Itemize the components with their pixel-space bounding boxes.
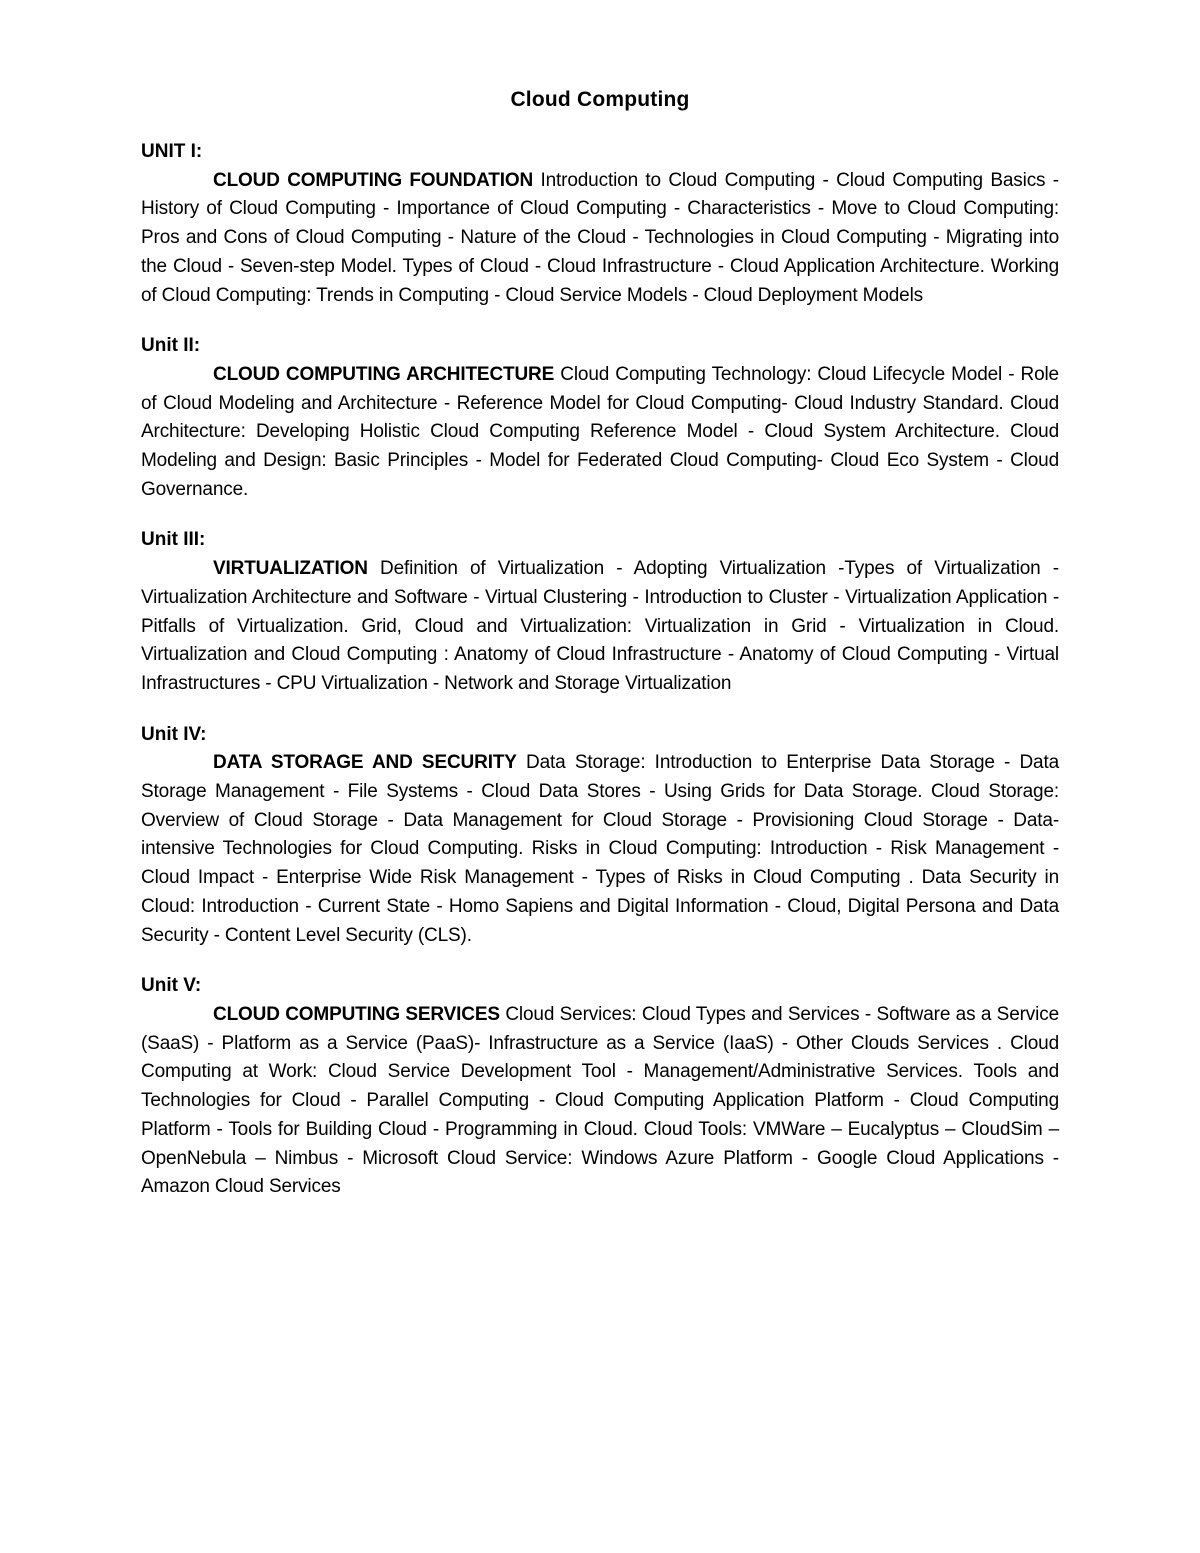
unit-1-body (141, 167, 1059, 311)
unit-3-heading: Unit III: (141, 529, 206, 551)
unit-4-section (141, 721, 1059, 951)
unit-4-text: Data Storage: Introduction to Enterprise Data Storage - Data Storage Management - File Systems - Cloud Data Stores - Using Grids for Data Storage. Cloud Storage: Overview of Cloud Storage - Data Management for Cloud Storage - Provisioning Cloud Storage - Data-intensive Technologies for Cloud Computing. Risks in Cloud Computing: Introduction - Risk Management - Cloud Impact - Enterprise Wide Risk Management - Types of Risks in Cloud Computing . Data Security in Cloud: Introduction - Current State - Homo Sapiens and Digital Information - Cloud, Digital Persona and Data Security - Content Level Security (CLS). (141, 752, 1059, 946)
unit-5-heading: Unit V: (141, 975, 202, 997)
unit-3-body (141, 555, 1059, 699)
unit-5-body (141, 1001, 1059, 1202)
unit-5-topic: CLOUD COMPUTING SERVICES (213, 1003, 500, 1025)
unit-4-heading: Unit IV: (141, 723, 207, 745)
unit-1-topic: CLOUD COMPUTING FOUNDATION (213, 169, 534, 191)
unit-1-text: Introduction to Cloud Computing - Cloud Computing Basics - History of Cloud Computing - Importance of Cloud Computing - Characteristics - Move to Cloud Computing: Pros and Cons of Cloud Computing - Nature of the Cloud - Technologies in Cloud Computing - Migrating into the Cloud - Seven-step Model. Types of Cloud - Cloud Infrastructure - Cloud Application Architecture. Working of Cloud Computing: Trends in Computing - Cloud Service Models - Cloud Deployment Models (141, 169, 1059, 306)
unit-3-section (141, 526, 1059, 698)
unit-3-text: Definition of Virtualization - Adopting Virtualization -Types of Virtualization - Virtualization Architecture and Software - Virtual Clustering - Introduction to Cluster - Virtualization Application - Pitfalls of Virtualization. Grid, Cloud and Virtualization: Virtualization in Grid - Virtualization in Cloud. Virtualization and Cloud Computing : Anatomy of Cloud Infrastructure - Anatomy of Cloud Computing - Virtual Infrastructures - CPU Virtualization - Network and Storage Virtualization (141, 558, 1059, 694)
unit-1-section (141, 138, 1059, 310)
document-page (141, 86, 1059, 1224)
unit-2-body (141, 361, 1059, 505)
unit-4-body (141, 749, 1059, 950)
unit-2-topic: CLOUD COMPUTING ARCHITECTURE (213, 363, 555, 385)
unit-5-text: Cloud Services: Cloud Types and Services - Software as a Service (SaaS) - Platform as a Service (PaaS)- Infrastructure as a Service (IaaS) - Other Clouds Services . Cloud Computing at Work: Cloud Service Development Tool - Management/Administrative Services. Tools and Technologies for Cloud - Parallel Computing - Cloud Computing Application Platform - Cloud Computing Platform - Tools for Building Cloud - Programming in Cloud. Cloud Tools: VMWare – Eucalyptus – CloudSim – OpenNebula – Nimbus - Microsoft Cloud Service: Windows Azure Platform - Google Cloud Applications - Amazon Cloud Services (141, 1003, 1059, 1198)
unit-2-section (141, 332, 1059, 504)
unit-1-heading: UNIT I: (141, 141, 203, 162)
unit-2-heading: Unit II: (141, 335, 201, 357)
unit-2-text: Cloud Computing Technology: Cloud Lifecycle Model - Role of Cloud Modeling and Architecture - Reference Model for Cloud Computing- Cloud Industry Standard. Cloud Architecture: Developing Holistic Cloud Computing Reference Model - Cloud System Architecture. Cloud Modeling and Design: Basic Principles - Model for Federated Cloud Computing- Cloud Eco System - Cloud Governance. (141, 363, 1059, 500)
unit-3-topic: VIRTUALIZATION (213, 558, 368, 580)
unit-5-section (141, 972, 1059, 1202)
unit-4-topic: DATA STORAGE AND SECURITY (213, 752, 517, 774)
page-title: Cloud Computing (510, 88, 690, 111)
